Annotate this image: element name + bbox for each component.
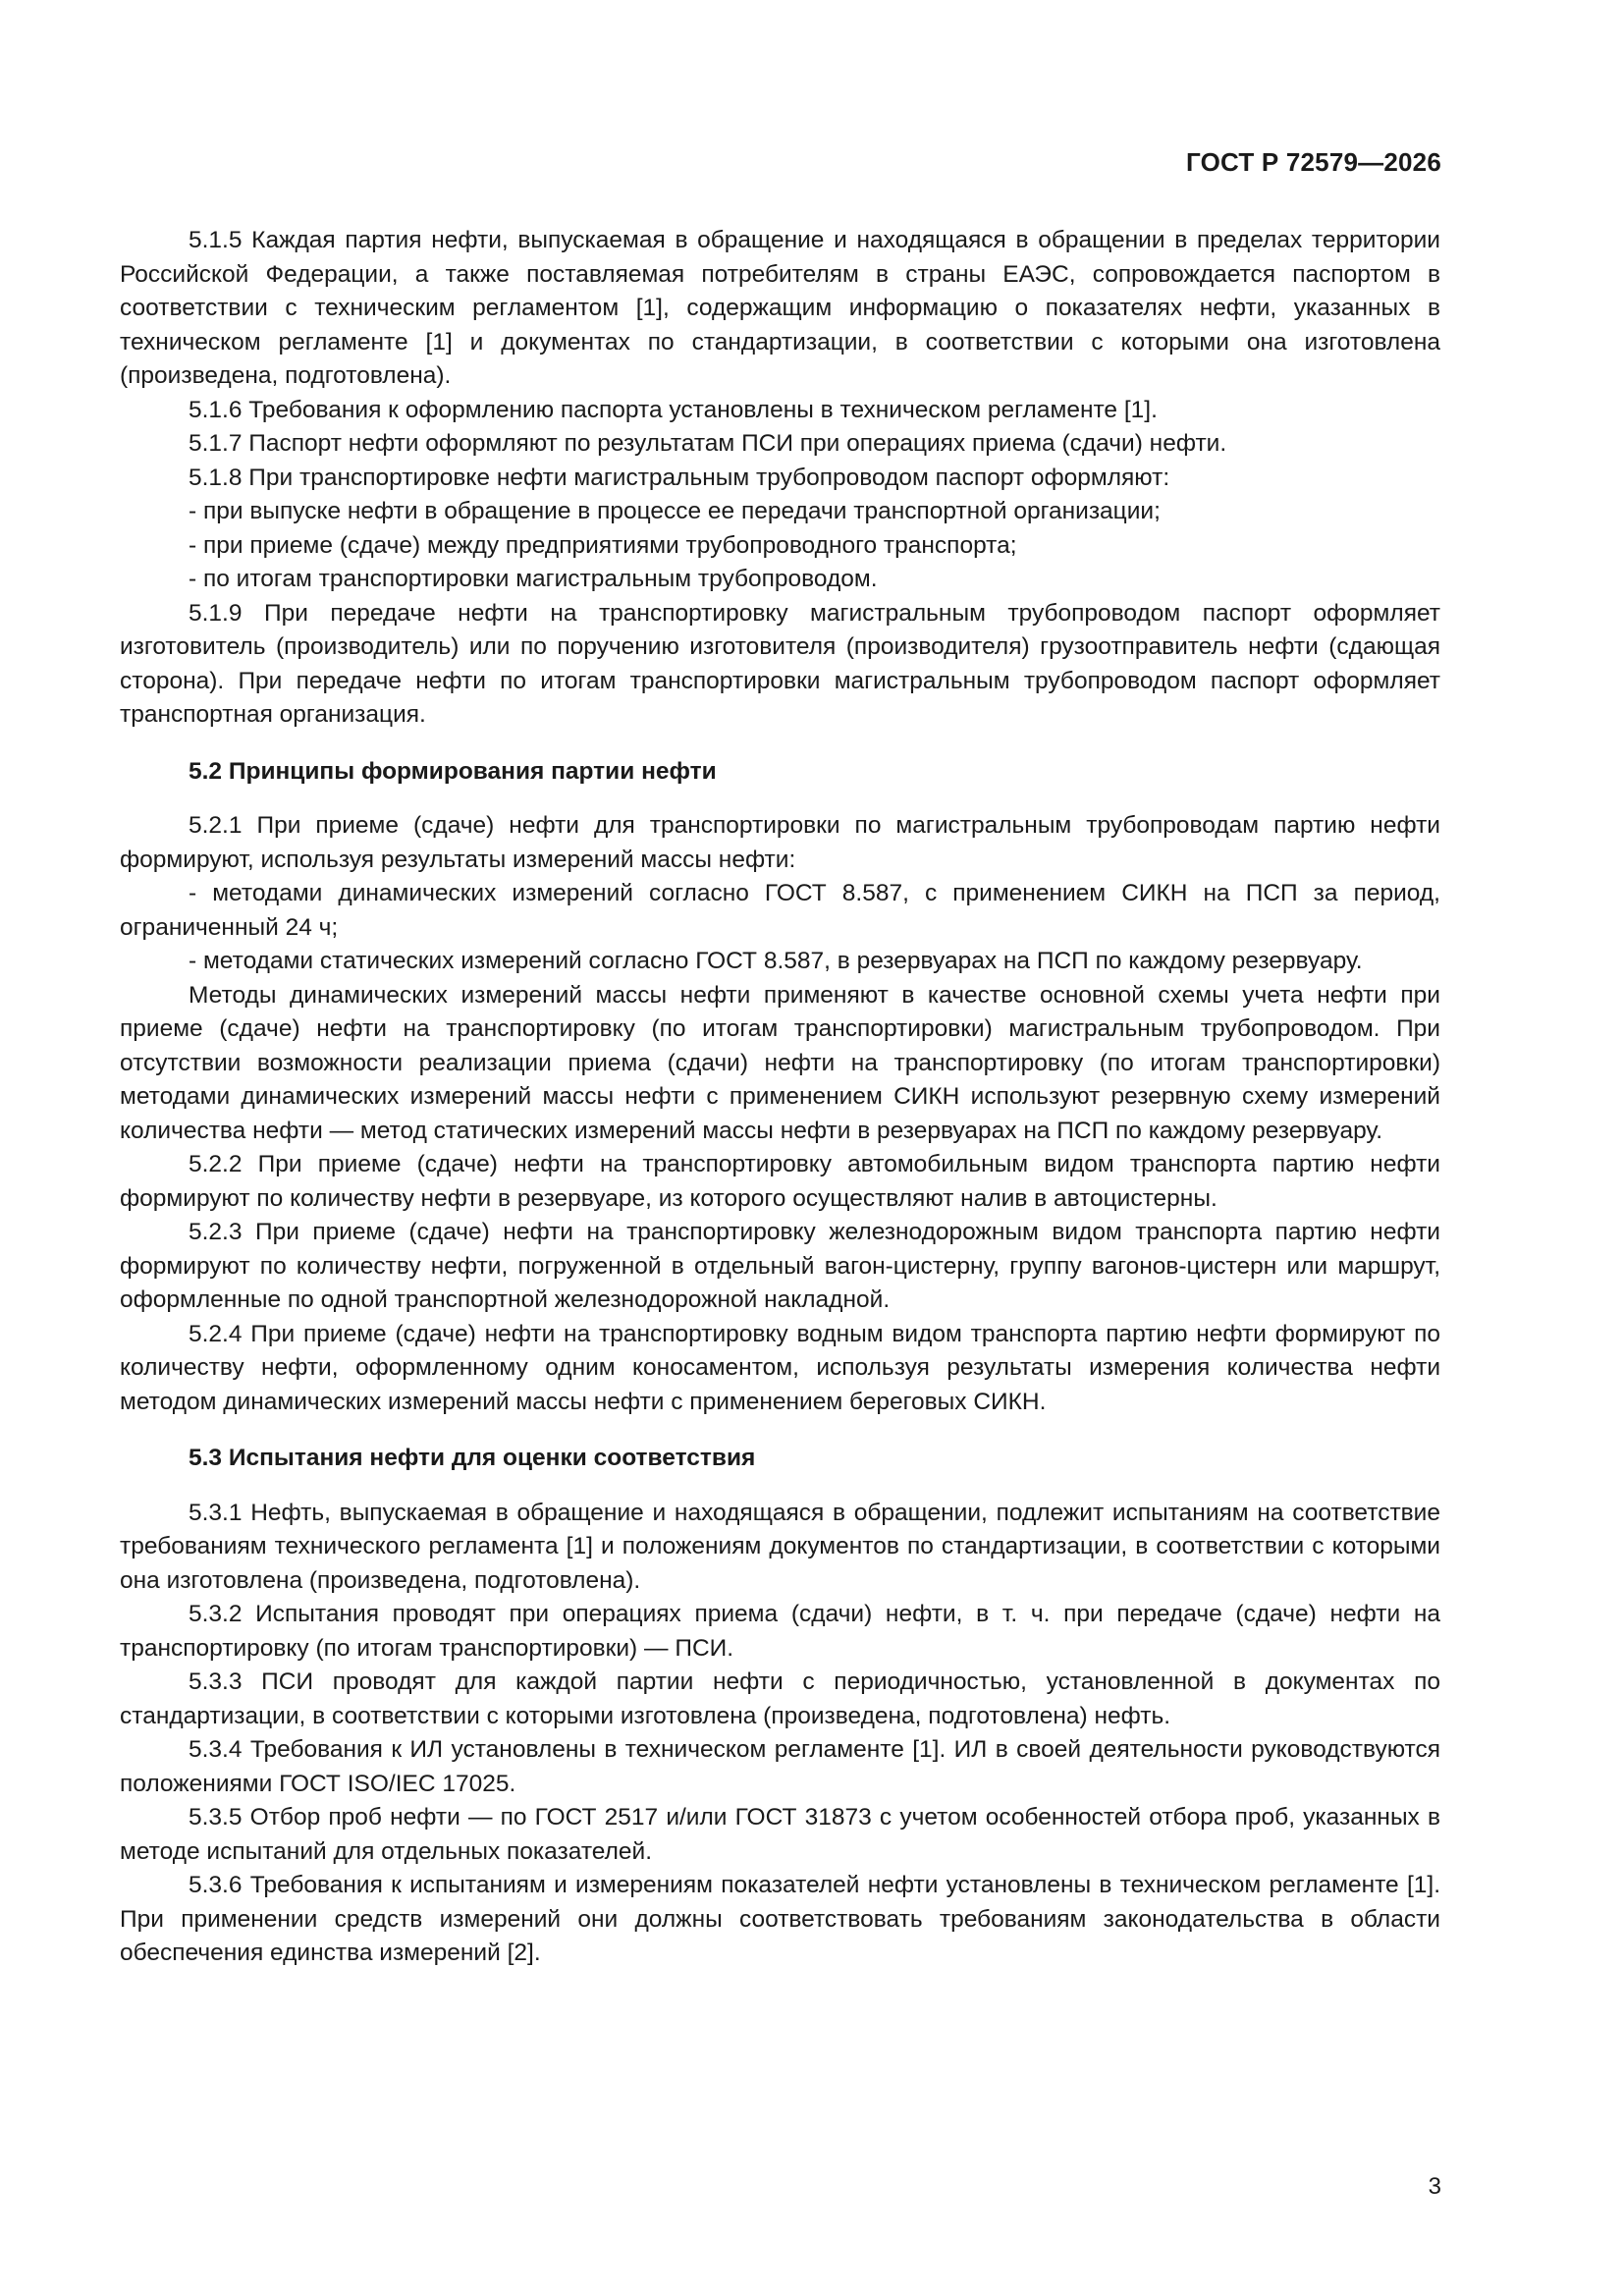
paragraph-5-2-3: 5.2.3 При приеме (сдаче) нефти на транспортировку железнодорожным видом транспорта партию нефти формируют по количеству нефти, погруженной в отдельный вагон-цистерну, группу вагонов-цистерн или маршрут, оформленные по одной транспортной железнодорожной накладной. (120, 1219, 1440, 1313)
paragraph-5-1-7: 5.1.7 Паспорт нефти оформляют по результатам ПСИ при операциях приема (сдачи) нефти. (189, 430, 1227, 457)
paragraph-5-3-3: 5.3.3 ПСИ проводят для каждой партии нефти с периодичностью, установленной в документах по стандартизации, в соответствии с которыми изготовлена (произведена, подготовлена) нефть. (120, 1668, 1440, 1729)
page-number: 3 (1428, 2173, 1441, 2200)
paragraph-5-1-8: 5.1.8 При транспортировке нефти магистральным трубопроводом паспорт оформляют: (189, 464, 1170, 491)
paragraph-5-3-5: 5.3.5 Отбор проб нефти — по ГОСТ 2517 и/или ГОСТ 31873 с учетом особенностей отбора проб, указанных в методе испытаний для отдельных показателей. (120, 1804, 1440, 1865)
section-heading-5-3: 5.3 Испытания нефти для оценки соответствия (189, 1445, 756, 1471)
list-item: - по итогам транспортировки магистральным трубопроводом. (189, 566, 878, 592)
paragraph-5-2-4: 5.2.4 При приеме (сдаче) нефти на транспортировку водным видом транспорта партию нефти формируют по количеству нефти, оформленному одним коносаментом, используя результаты измерения количества нефти методом динамических измерений массы нефти с применением береговых СИКН. (120, 1320, 1440, 1415)
paragraph-5-3-2: 5.3.2 Испытания проводят при операциях приема (сдачи) нефти, в т. ч. при передаче (сдаче) нефти на транспортировку (по итогам транспортировки) — ПСИ. (120, 1601, 1440, 1662)
paragraph-5-3-1: 5.3.1 Нефть, выпускаемая в обращение и находящаяся в обращении, подлежит испытаниям на соответствие требованиям технического регламента [1] и положениям документов по стандартизации, в соответствии с которыми она изготовлена (произведена, подготовлена). (120, 1499, 1440, 1594)
document-body (120, 224, 1440, 1971)
list-item: - при выпуске нефти в обращение в процессе ее передачи транспортной организации; (189, 498, 1161, 524)
paragraph-5-3-6: 5.3.6 Требования к испытаниям и измерениям показателей нефти установлены в техническом регламенте [1]. При применении средств измерений они должны соответствовать требованиям законодательства в области обеспечения единства измерений [2]. (120, 1872, 1440, 1966)
paragraph-dynamic-methods: Методы динамических измерений массы нефти применяют в качестве основной схемы учета нефти при приеме (сдаче) нефти на транспортировку (по итогам транспортировки) магистральным трубопроводом. При отсутствии возможности реализации приема (сдачи) нефти на транспортировку (по итогам транспортировки) методами динамических измерений массы нефти с применением СИКН используют резервную схему измерений количества нефти — метод статических измерений массы нефти в резервуарах на ПСП по каждому резервуару. (120, 981, 1440, 1144)
paragraph-5-1-9: 5.1.9 При передаче нефти на транспортировку магистральным трубопроводом паспорт оформляет изготовитель (производитель) или по поручению изготовителя (производителя) грузоотправитель нефти (сдающая сторона). При передаче нефти по итогам транспортировки магистральным трубопроводом паспорт оформляет транспортная организация. (120, 599, 1440, 728)
list-item: - при приеме (сдаче) между предприятиями трубопроводного транспорта; (189, 531, 1017, 559)
paragraph-5-2-1: 5.2.1 При приеме (сдаче) нефти для транспортировки по магистральным трубопроводам партию нефти формируют, используя результаты измерений массы нефти: (120, 812, 1440, 873)
paragraph-5-3-4: 5.3.4 Требования к ИЛ установлены в техническом регламенте [1]. ИЛ в своей деятельности руководствуются положениями ГОСТ ISO/IEC 17025. (120, 1736, 1440, 1797)
document-code-header: ГОСТ Р 72579—2026 (1186, 147, 1441, 177)
paragraph-5-1-5: 5.1.5 Каждая партия нефти, выпускаемая в обращение и находящаяся в обращении в пределах территории Российской Федерации, а также поставляемая потребителям в страны ЕАЭС, сопровождается паспортом в соответствии с техническим регламентом [1], содержащим информацию о показателях нефти, указанных в техническом регламенте [1] и документах по стандартизации, в соответствии с которыми она изготовлена (произведена, подготовлена). (120, 227, 1440, 389)
paragraph-5-1-6: 5.1.6 Требования к оформлению паспорта установлены в техническом регламенте [1]. (189, 396, 1158, 423)
list-item: - методами динамических измерений согласно ГОСТ 8.587, с применением СИКН на ПСП за период, ограниченный 24 ч; (120, 880, 1440, 941)
list-item: - методами статических измерений согласно ГОСТ 8.587, в резервуарах на ПСП по каждому резервуару. (189, 948, 1363, 974)
paragraph-5-2-2: 5.2.2 При приеме (сдаче) нефти на транспортировку автомобильным видом транспорта партию нефти формируют по количеству нефти в резервуаре, из которого осуществляют налив в автоцистерны. (120, 1151, 1440, 1212)
section-heading-5-2: 5.2 Принципы формирования партии нефти (189, 757, 717, 785)
